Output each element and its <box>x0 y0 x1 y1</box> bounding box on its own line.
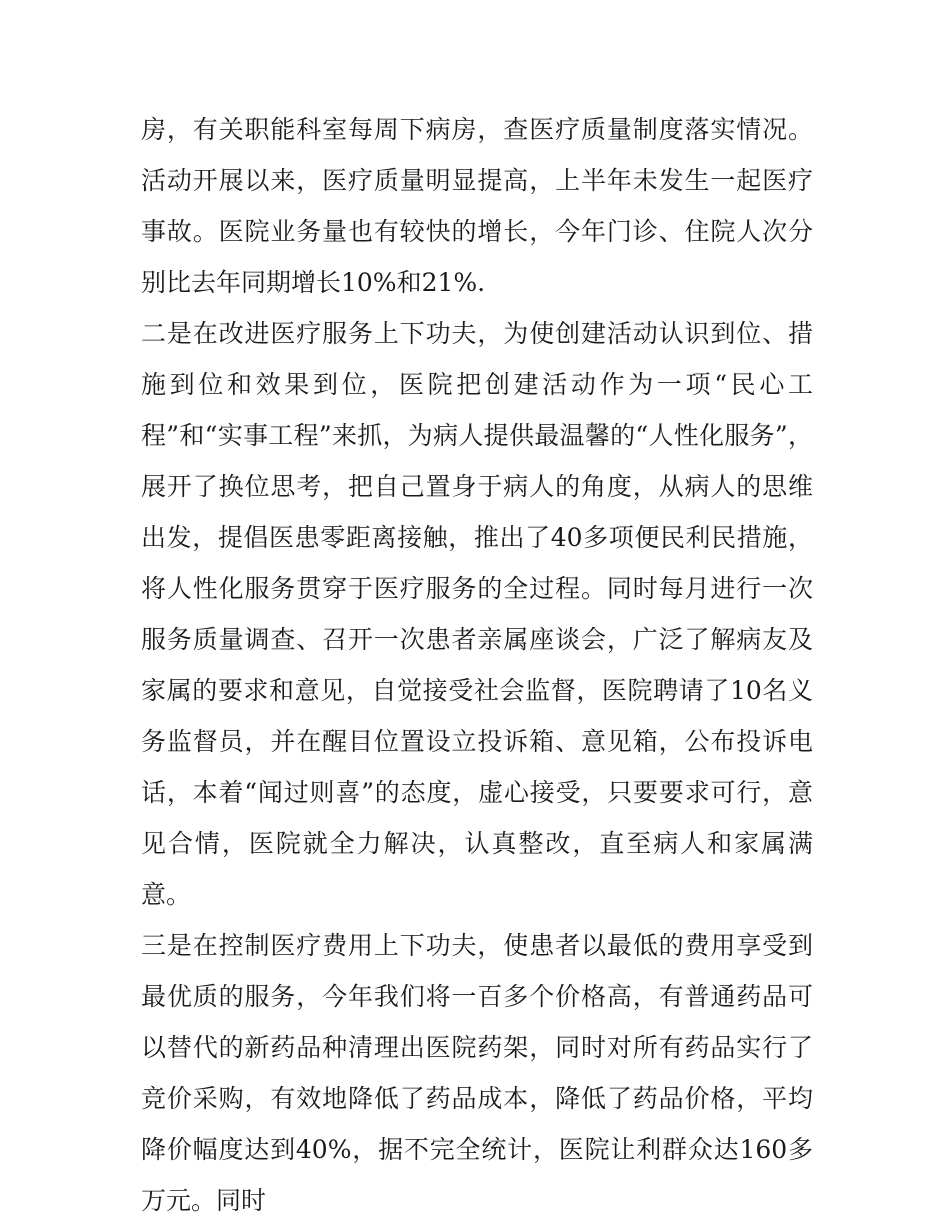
paragraph-service-improvement: 二是在改进医疗服务上下功夫，为使创建活动认识到位、措施到位和效果到位，医院把创建活动作为一项“民心工程”和“实事工程”来抓，为病人提供最温馨的“人性化服务”，展开了换位思考，把自己置身于病人的角度，从病人的思维出发，提倡医患零距离接触，推出了40多项便民利民措施，将人性化服务贯穿于医疗服务的全过程。同时每月进行一次服务质量调查、召开一次患者亲属座谈会，广泛了解病友及家属的要求和意见，自觉接受社会监督，医院聘请了10名义务监督员，并在醒目位置设立投诉箱、意见箱，公布投诉电话，本着“闻过则喜”的态度，虚心接受，只要要求可行，意见合情，医院就全力解决，认真整改，直至病人和家属满意。 <box>141 319 813 909</box>
paragraph-cost-control: 三是在控制医疗费用上下功夫，使患者以最低的费用享受到最优质的服务，今年我们将一百多个价格高，有普通药品可以替代的新药品种清理出医院药架，同时对所有药品实行了竞价采购，有效地降低了药品成本，降低了药品价格，平均降价幅度达到40%，据不完全统计，医院让利群众达160多万元。同时 <box>141 931 813 1215</box>
paragraph-quality-results: 房，有关职能科室每周下病房，查医疗质量制度落实情况。活动开展以来，医疗质量明显提高，上半年未发生一起医疗事故。医院业务量也有较快的增长，今年门诊、住院人次分别比去年同期增长10%和21%. <box>141 115 813 297</box>
document-body <box>141 104 813 1226</box>
